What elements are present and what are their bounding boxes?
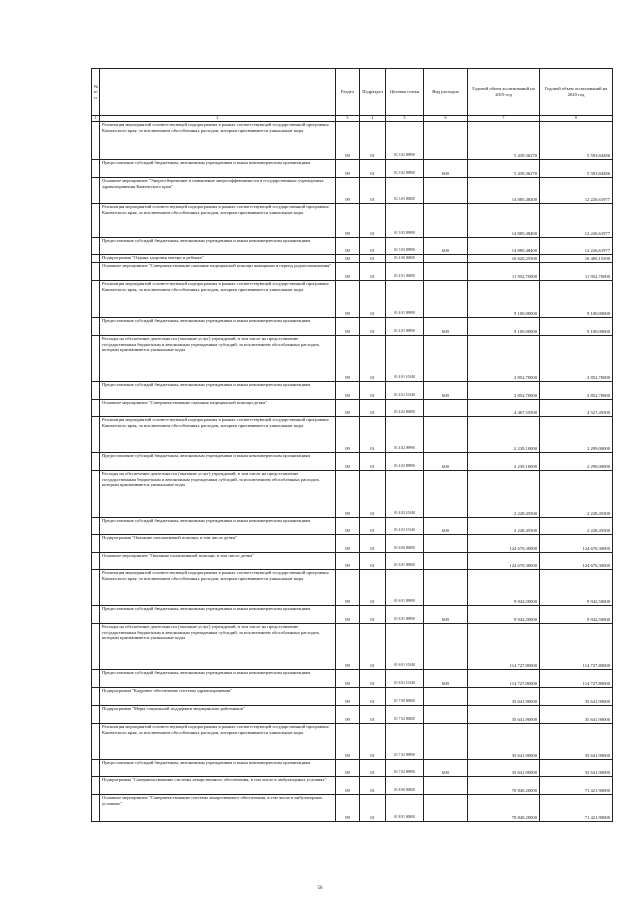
row-section-cell: 09 [336,795,360,822]
row-number-cell [92,122,100,160]
page-number: 56 [317,886,323,891]
row-2019-cell: 124 670,30000 [468,535,540,553]
row-2020-cell: 71 421,90000 [540,777,613,795]
row-section-cell: 09 [336,417,360,453]
table-row [92,777,613,795]
row-section-cell: 09 [336,400,360,417]
row-2019-cell: 35 641,90000 [468,688,540,706]
row-section-cell: 09 [336,777,360,795]
row-2020-cell: 35 641,90000 [540,760,613,777]
row-section-cell: 09 [336,688,360,706]
row-name-cell: Подпрограмма "Охрана здоровья матери и ребенка" [100,255,336,263]
column-number: 7 [468,116,540,122]
header-2019: Годовой объем ассигнований на 2019 год [468,69,540,116]
row-2019-cell: 124 670,30000 [468,553,540,570]
row-subsection-cell: 01 [360,760,386,777]
row-subsection-cell: 01 [360,318,386,336]
row-2019-cell: 9 100,00000 [468,281,540,318]
row-number-cell [92,255,100,263]
row-2019-cell: 70 840,20000 [468,777,540,795]
row-kind-cell: 600 [424,318,468,336]
row-article-cell: 01 6 01 09990 [386,570,424,606]
row-name-cell: Расходы на обеспечение деятельности (оказание услуг) учреждений, в том числе на предоставление государственным бюджетным и автономным учреждениям субсидий, за исключением обособленных расходов, которым присваиваются уникальные коды [100,336,336,382]
row-subsection-cell: 01 [360,518,386,535]
row-article-cell: 01 4 00 00000 [386,255,424,263]
row-name-cell: Предоставление субсидий бюджетным, автономным учреждениям и иным некоммерческим организациям [100,318,336,336]
row-kind-cell [424,624,468,670]
row-number-cell [92,688,100,706]
row-number-cell [92,670,100,688]
row-2019-cell: 35 641,90000 [468,706,540,724]
row-2020-cell: 9 100,00000 [540,281,613,318]
header-article: Целевая статья [386,69,424,116]
row-subsection-cell: 01 [360,706,386,724]
row-name-cell: Подпрограмма "Меры социальной поддержки медицинских работников" [100,706,336,724]
row-2020-cell: 12 226,61977 [540,178,613,204]
row-number-cell [92,724,100,760]
row-2019-cell: 14 885,48400 [468,238,540,255]
row-article-cell: 01 4 02 09990 [386,417,424,453]
row-article-cell: 01 4 01 10140 [386,382,424,400]
row-2020-cell: 114 727,80000 [540,670,613,688]
row-name-cell: Предоставление субсидий бюджетным, автономным учреждениям и иным некоммерческим организациям [100,160,336,178]
row-name-cell: Предоставление субсидий бюджетным, автономным учреждениям и иным некоммерческим организациям [100,670,336,688]
row-article-cell: 01 4 02 00000 [386,400,424,417]
table-row [92,178,613,204]
row-subsection-cell: 01 [360,281,386,318]
row-subsection-cell: 01 [360,670,386,688]
row-article-cell: 01 6 00 00000 [386,535,424,553]
row-2019-cell: 70 840,20000 [468,795,540,822]
column-number: 3 [336,116,360,122]
row-section-cell: 09 [336,382,360,400]
table-row [92,318,613,336]
row-article-cell: 01 4 01 09990 [386,281,424,318]
table-row [92,535,613,553]
row-subsection-cell: 01 [360,400,386,417]
row-article-cell: 01 4 01 10140 [386,336,424,382]
row-number-cell [92,606,100,624]
row-name-cell: Предоставление субсидий бюджетным, автономным учреждениям и иным некоммерческим организациям [100,382,336,400]
table-row [92,553,613,570]
row-2020-cell: 9 942,50000 [540,570,613,606]
row-2020-cell: 5 593,84486 [540,122,613,160]
table-row [92,255,613,263]
row-kind-cell [424,570,468,606]
row-number-cell [92,570,100,606]
row-section-cell: 09 [336,518,360,535]
row-subsection-cell: 01 [360,471,386,518]
row-name-cell: Предоставление субсидий бюджетным, автономным учреждениям и иным некоммерческим организациям [100,238,336,255]
table-row [92,724,613,760]
table-row [92,453,613,471]
row-article-cell: 01 7 02 09990 [386,760,424,777]
table-row [92,688,613,706]
row-section-cell: 09 [336,624,360,670]
row-subsection-cell: 01 [360,204,386,238]
row-section-cell: 09 [336,263,360,281]
row-section-cell: 09 [336,255,360,263]
header-section: Раздел [336,69,360,116]
row-kind-cell [424,417,468,453]
row-2019-cell: 14 885,48400 [468,178,540,204]
row-2019-cell: 16 620,25500 [468,255,540,263]
row-section-cell: 09 [336,178,360,204]
row-kind-cell [424,204,468,238]
row-2020-cell: 12 226,61977 [540,204,613,238]
row-kind-cell [424,255,468,263]
row-number-cell [92,400,100,417]
row-article-cell: 01 4 01 09990 [386,318,424,336]
row-subsection-cell: 01 [360,382,386,400]
row-subsection-cell: 01 [360,122,386,160]
row-number-cell [92,318,100,336]
row-2020-cell: 4 527,45500 [540,400,613,417]
row-number-cell [92,760,100,777]
table-row [92,204,613,238]
row-section-cell: 09 [336,122,360,160]
row-2020-cell: 35 641,90000 [540,724,613,760]
row-2020-cell: 35 641,90000 [540,688,613,706]
row-2019-cell: 9 942,50000 [468,570,540,606]
row-subsection-cell: 01 [360,795,386,822]
row-subsection-cell: 01 [360,570,386,606]
row-subsection-cell: 01 [360,535,386,553]
row-article-cell: 01 4 01 00000 [386,263,424,281]
row-2019-cell: 35 641,90000 [468,724,540,760]
row-section-cell: 09 [336,281,360,318]
row-name-cell: Подпрограмма "Совершенствование системы лекарственного обеспечения, в том числе в амбулаторных условиях" [100,777,336,795]
row-name-cell: Основное мероприятие "Совершенствование оказания медицинской помощи женщинам в период родовспоможения" [100,263,336,281]
row-name-cell: Реализация мероприятий соответствующей подпрограммы в рамках соответствующей государственной программы Камчатского края, за исключением обособленных расходов, которым присваиваются уникальные коды [100,122,336,160]
row-section-cell: 09 [336,535,360,553]
table-row [92,382,613,400]
table-row [92,471,613,518]
row-number-cell [92,706,100,724]
row-section-cell: 09 [336,336,360,382]
header-name [100,69,336,116]
row-kind-cell [424,281,468,318]
row-kind-cell [424,178,468,204]
table-row [92,606,613,624]
row-2019-cell: 5 439,36270 [468,160,540,178]
row-article-cell: 01 6 01 10140 [386,670,424,688]
row-section-cell: 09 [336,453,360,471]
row-kind-cell [424,777,468,795]
row-kind-cell: 600 [424,382,468,400]
row-section-cell: 09 [336,760,360,777]
row-2020-cell: 2 228,45500 [540,518,613,535]
row-2019-cell: 2 239,10000 [468,417,540,453]
row-2020-cell: 2 852,70000 [540,336,613,382]
table-row [92,417,613,453]
row-subsection-cell: 01 [360,453,386,471]
header-no: № п/п [92,69,100,116]
row-2019-cell: 2 852,70000 [468,382,540,400]
row-article-cell: 01 3 02 09990 [386,122,424,160]
row-kind-cell: 600 [424,670,468,688]
row-2020-cell: 9 100,00000 [540,318,613,336]
row-2019-cell: 4 467,55500 [468,400,540,417]
table-row [92,670,613,688]
column-number: 5 [386,116,424,122]
row-article-cell: 01 7 02 00000 [386,706,424,724]
table-row [92,336,613,382]
row-2020-cell: 2 299,00000 [540,453,613,471]
row-section-cell: 09 [336,204,360,238]
row-section-cell: 09 [336,318,360,336]
row-article-cell: 01 3 03 00000 [386,178,424,204]
row-number-cell [92,160,100,178]
row-2020-cell: 2 228,45500 [540,471,613,518]
row-name-cell: Реализация мероприятий соответствующей подпрограммы в рамках соответствующей государственной программы Камчатского края, за исключением обособленных расходов, которым присваиваются уникальные коды [100,724,336,760]
row-section-cell: 09 [336,606,360,624]
row-name-cell: Основное мероприятие "Энергосбережение и повышение энергоэффективности в государственных учреждениях здравоохранения Камчатского края" [100,178,336,204]
row-2020-cell: 11 952,70000 [540,263,613,281]
row-kind-cell [424,336,468,382]
row-kind-cell: 600 [424,453,468,471]
row-number-cell [92,417,100,453]
row-name-cell: Реализация мероприятий соответствующей подпрограммы в рамках соответствующей государственной программы Камчатского края, за исключением обособленных расходов, которым присваиваются уникальные коды [100,570,336,606]
row-subsection-cell: 01 [360,724,386,760]
row-kind-cell [424,535,468,553]
row-2019-cell: 9 942,50000 [468,606,540,624]
row-2020-cell: 124 670,30000 [540,535,613,553]
row-section-cell: 09 [336,724,360,760]
table-row [92,160,613,178]
header-subsection: Подраздел [360,69,386,116]
row-kind-cell: 600 [424,760,468,777]
row-2020-cell: 5 593,84486 [540,160,613,178]
row-subsection-cell: 01 [360,417,386,453]
row-number-cell [92,204,100,238]
row-section-cell: 09 [336,570,360,606]
row-2020-cell: 114 727,80000 [540,624,613,670]
row-subsection-cell: 01 [360,688,386,706]
row-name-cell: Предоставление субсидий бюджетным, автономным учреждениям и иным некоммерческим организациям [100,518,336,535]
row-name-cell: Подпрограмма "Кадровое обеспечение системы здравоохранения" [100,688,336,706]
row-number-cell [92,518,100,535]
row-2020-cell: 9 942,50000 [540,606,613,624]
row-subsection-cell: 01 [360,238,386,255]
row-kind-cell [424,471,468,518]
row-name-cell: Предоставление субсидий бюджетным, автономным учреждениям и иным некоммерческим организациям [100,606,336,624]
row-article-cell: 01 8 01 00000 [386,795,424,822]
row-2019-cell: 2 228,45500 [468,471,540,518]
table-row [92,263,613,281]
row-name-cell: Расходы на обеспечение деятельности (оказание услуг) учреждений, в том числе на предоставление государственным бюджетным и автономным учреждениям субсидий, за исключением обособленных расходов, которым присваиваются уникальные коды [100,471,336,518]
row-2019-cell: 2 852,70000 [468,336,540,382]
row-number-cell [92,382,100,400]
row-number-cell [92,453,100,471]
row-subsection-cell: 01 [360,336,386,382]
row-section-cell: 09 [336,670,360,688]
row-name-cell: Основное мероприятие "Оказание паллиативной помощи, в том числе детям" [100,553,336,570]
row-kind-cell [424,263,468,281]
row-2019-cell: 35 641,90000 [468,760,540,777]
row-subsection-cell: 01 [360,624,386,670]
row-2019-cell: 9 100,00000 [468,318,540,336]
row-kind-cell [424,688,468,706]
row-name-cell: Предоставление субсидий бюджетным, автономным учреждениям и иным некоммерческим организациям [100,760,336,777]
row-section-cell: 09 [336,553,360,570]
row-number-cell [92,624,100,670]
row-name-cell: Предоставление субсидий бюджетным, автономным учреждениям и иным некоммерческим организациям [100,453,336,471]
row-name-cell: Основное мероприятие "Совершенствование оказания медицинской помощи детям" [100,400,336,417]
row-name-cell: Реализация мероприятий соответствующей подпрограммы в рамках соответствующей государственной программы Камчатского края, за исключением обособленных расходов, которым присваиваются уникальные коды [100,281,336,318]
column-number: 2 [100,116,336,122]
row-article-cell: 01 3 02 09990 [386,160,424,178]
row-kind-cell: 600 [424,238,468,255]
row-name-cell: Реализация мероприятий соответствующей подпрограммы в рамках соответствующей государственной программы Камчатского края, за исключением обособленных расходов, которым присваиваются уникальные коды [100,204,336,238]
table-header-row [92,69,613,116]
row-number-cell [92,795,100,822]
row-kind-cell: 600 [424,606,468,624]
row-number-cell [92,471,100,518]
table-row [92,795,613,822]
row-subsection-cell: 01 [360,606,386,624]
row-subsection-cell: 01 [360,178,386,204]
row-article-cell: 01 8 00 00000 [386,777,424,795]
row-kind-cell [424,122,468,160]
table-row [92,122,613,160]
row-2020-cell: 16 480,15500 [540,255,613,263]
table-row [92,706,613,724]
row-article-cell: 01 6 01 10140 [386,624,424,670]
row-number-cell [92,238,100,255]
row-section-cell: 09 [336,706,360,724]
row-number-cell [92,281,100,318]
row-2020-cell: 71 421,90000 [540,795,613,822]
table-row [92,281,613,318]
row-2019-cell: 2 228,45500 [468,518,540,535]
row-kind-cell [424,553,468,570]
row-article-cell: 01 6 01 00000 [386,553,424,570]
row-kind-cell [424,706,468,724]
row-article-cell: 01 3 03 09990 [386,238,424,255]
row-kind-cell: 600 [424,160,468,178]
row-2019-cell: 14 885,48400 [468,204,540,238]
row-name-cell: Реализация мероприятий соответствующей подпрограммы в рамках соответствующей государственной программы Камчатского края, за исключением обособленных расходов, которым присваиваются уникальные коды [100,417,336,453]
row-2019-cell: 114 727,80000 [468,624,540,670]
row-article-cell: 01 7 02 09990 [386,724,424,760]
row-article-cell: 01 4 02 10140 [386,471,424,518]
column-number: 8 [540,116,613,122]
row-2020-cell: 2 299,00000 [540,417,613,453]
budget-table [91,68,613,822]
row-number-cell [92,336,100,382]
row-article-cell: 01 7 00 00000 [386,688,424,706]
table-row [92,400,613,417]
row-2020-cell: 35 641,90000 [540,706,613,724]
row-subsection-cell: 01 [360,553,386,570]
table-row [92,238,613,255]
column-number: 6 [424,116,468,122]
row-article-cell: 01 4 02 09990 [386,453,424,471]
row-article-cell: 01 4 02 10140 [386,518,424,535]
row-section-cell: 09 [336,160,360,178]
table-row [92,760,613,777]
row-2019-cell: 114 727,80000 [468,670,540,688]
row-number-cell [92,777,100,795]
row-article-cell: 01 3 03 09990 [386,204,424,238]
table-row [92,570,613,606]
row-number-cell [92,553,100,570]
row-kind-cell: 600 [424,518,468,535]
row-2019-cell: 11 952,70000 [468,263,540,281]
row-kind-cell [424,400,468,417]
row-number-cell [92,263,100,281]
row-kind-cell [424,724,468,760]
row-subsection-cell: 01 [360,160,386,178]
row-2020-cell: 12 226,61977 [540,238,613,255]
table-row [92,518,613,535]
row-2019-cell: 5 439,36270 [468,122,540,160]
row-kind-cell [424,795,468,822]
row-number-cell [92,535,100,553]
column-number: 1 [92,116,100,122]
table-row [92,624,613,670]
row-2020-cell: 124 670,30000 [540,553,613,570]
row-section-cell: 09 [336,238,360,255]
header-2020: Годовой объем ассигнований на 2020 год [540,69,613,116]
header-kind: Вид расходов [424,69,468,116]
row-subsection-cell: 01 [360,777,386,795]
row-subsection-cell: 01 [360,263,386,281]
row-article-cell: 01 6 01 09990 [386,606,424,624]
row-name-cell: Подпрограмма "Оказание паллиативной помощи, в том числе детям" [100,535,336,553]
row-name-cell: Расходы на обеспечение деятельности (оказание услуг) учреждений, в том числе на предоставление государственным бюджетным и автономным учреждениям субсидий, за исключением обособленных расходов, которым присваиваются уникальные коды [100,624,336,670]
column-number: 4 [360,116,386,122]
row-name-cell: Основное мероприятие "Совершенствование системы лекарственного обеспечения, в том числе в амбулаторных условиях" [100,795,336,822]
row-2019-cell: 2 239,10000 [468,453,540,471]
row-subsection-cell: 01 [360,255,386,263]
row-number-cell [92,178,100,204]
row-2020-cell: 2 852,70000 [540,382,613,400]
row-section-cell: 09 [336,471,360,518]
